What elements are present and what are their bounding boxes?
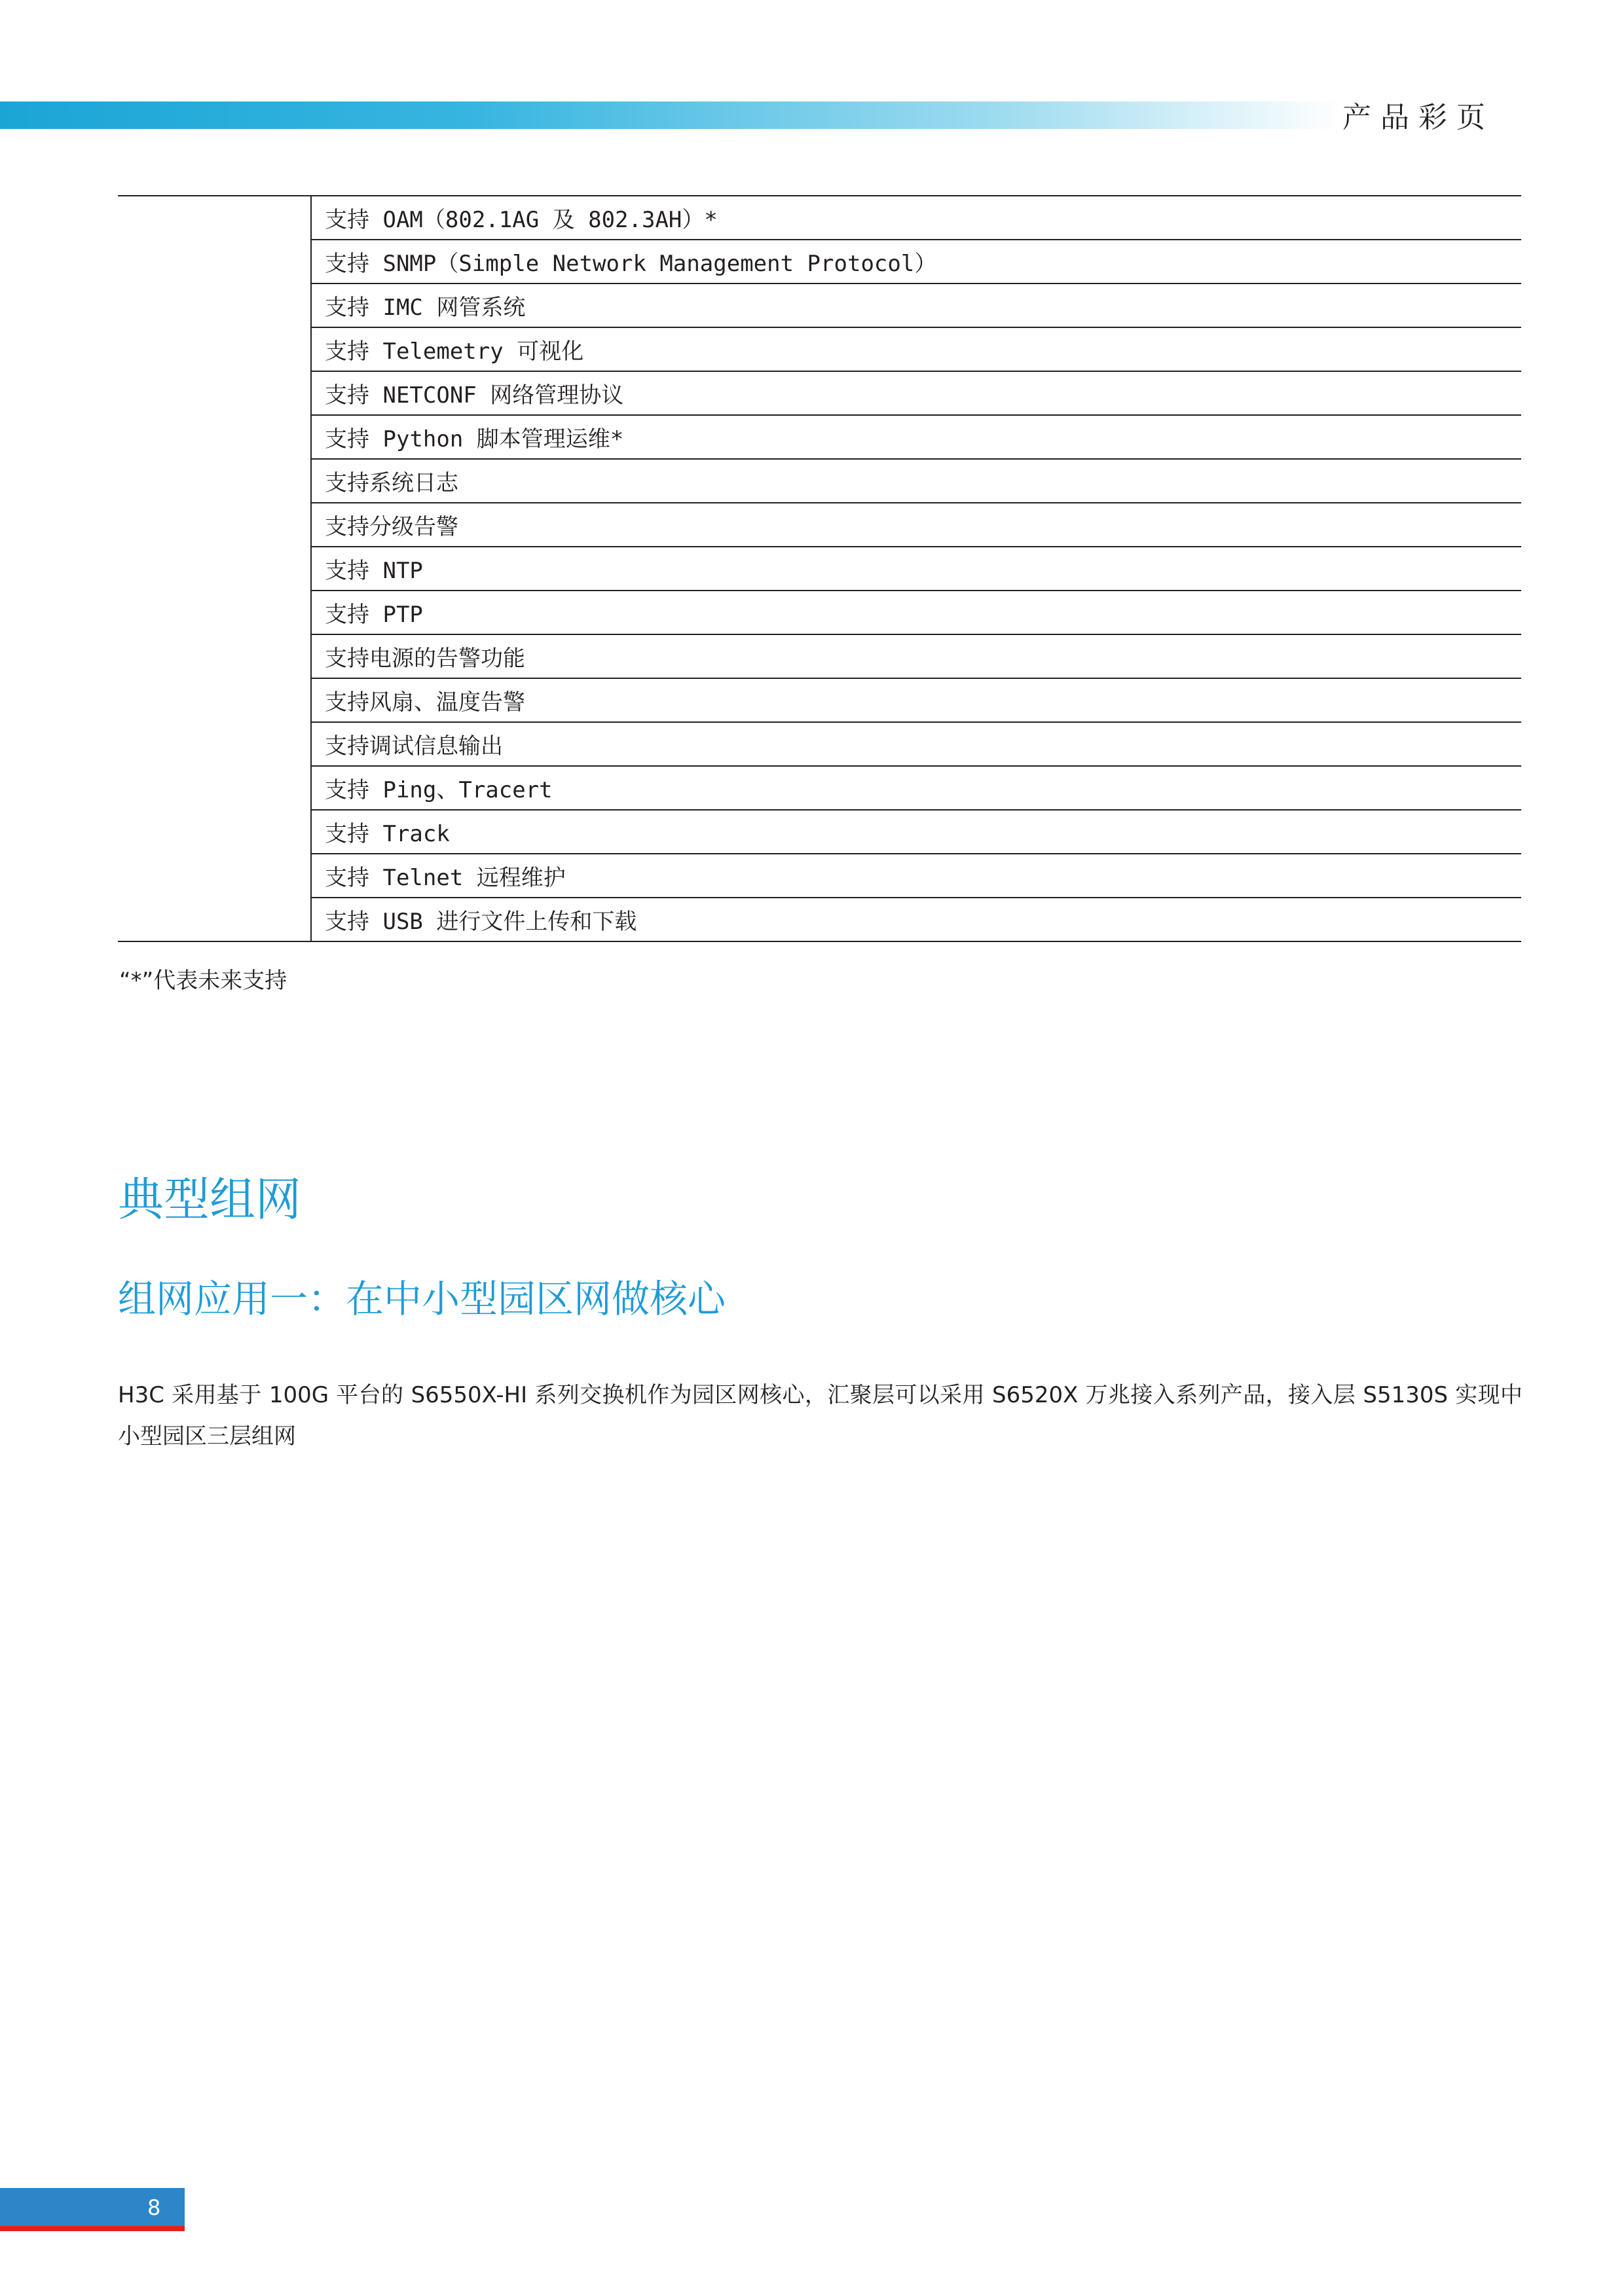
table-cell: 支持调试信息输出: [311, 722, 1521, 766]
table-cell: 支持 SNMP（Simple Network Management Protocol）: [311, 240, 1521, 283]
table-cell: 支持 Ping、Tracert: [311, 766, 1521, 810]
table-row: [118, 547, 1521, 591]
table-row: [118, 503, 1521, 547]
table-row: [118, 327, 1521, 371]
table-cell: 支持 NETCONF 网络管理协议: [311, 371, 1521, 415]
table-row: [118, 240, 1521, 283]
table-cell: 支持 Python 脚本管理运维*: [311, 415, 1521, 459]
table-cell: 支持 Telnet 远程维护: [311, 854, 1521, 898]
table-row: [118, 371, 1521, 415]
section-title: 典型组网: [118, 1173, 301, 1226]
table-row: [118, 766, 1521, 810]
table-cell: 支持系统日志: [311, 459, 1521, 503]
spec-table: [118, 195, 1521, 942]
table-row: [118, 591, 1521, 634]
table-row: [118, 810, 1521, 854]
table-row: [118, 283, 1521, 327]
table-cell: 支持 OAM（802.1AG 及 802.3AH）*: [311, 196, 1521, 240]
table-row: [118, 634, 1521, 678]
table-cell: 支持 PTP: [311, 591, 1521, 634]
header-gradient-bar: [0, 101, 1342, 129]
table-cell: 支持 USB 进行文件上传和下载: [311, 898, 1521, 941]
table-row: [118, 678, 1521, 722]
table-cell: 支持 NTP: [311, 547, 1521, 591]
page-number: 8: [147, 2195, 161, 2220]
header-title: 产品彩页: [1342, 101, 1494, 134]
table-row: [118, 415, 1521, 459]
table-row: [118, 898, 1521, 941]
table-cell: 支持电源的告警功能: [311, 634, 1521, 678]
footnote: “*”代表未来支持: [119, 968, 287, 994]
table-row: [118, 196, 1521, 240]
table-cell: 支持 Track: [311, 810, 1521, 854]
table-row: [118, 854, 1521, 898]
table-cell: 支持分级告警: [311, 503, 1521, 547]
table-cell: 支持风扇、温度告警: [311, 678, 1521, 722]
table-cell: 支持 Telemetry 可视化: [311, 327, 1521, 371]
body-paragraph: H3C 采用基于 100G 平台的 S6550X-HI 系列交换机作为园区网核心，汇聚层可以采用 S6520X 万兆接入系列产品，接入层 S5130S 实现中小型园区三层组网: [118, 1382, 1522, 1449]
table-cell: 支持 IMC 网管系统: [311, 283, 1521, 327]
table-category-cell: [118, 196, 311, 941]
table-row: [118, 722, 1521, 766]
table-row: [118, 459, 1521, 503]
subsection-title: 组网应用一：在中小型园区网做核心: [118, 1277, 726, 1321]
